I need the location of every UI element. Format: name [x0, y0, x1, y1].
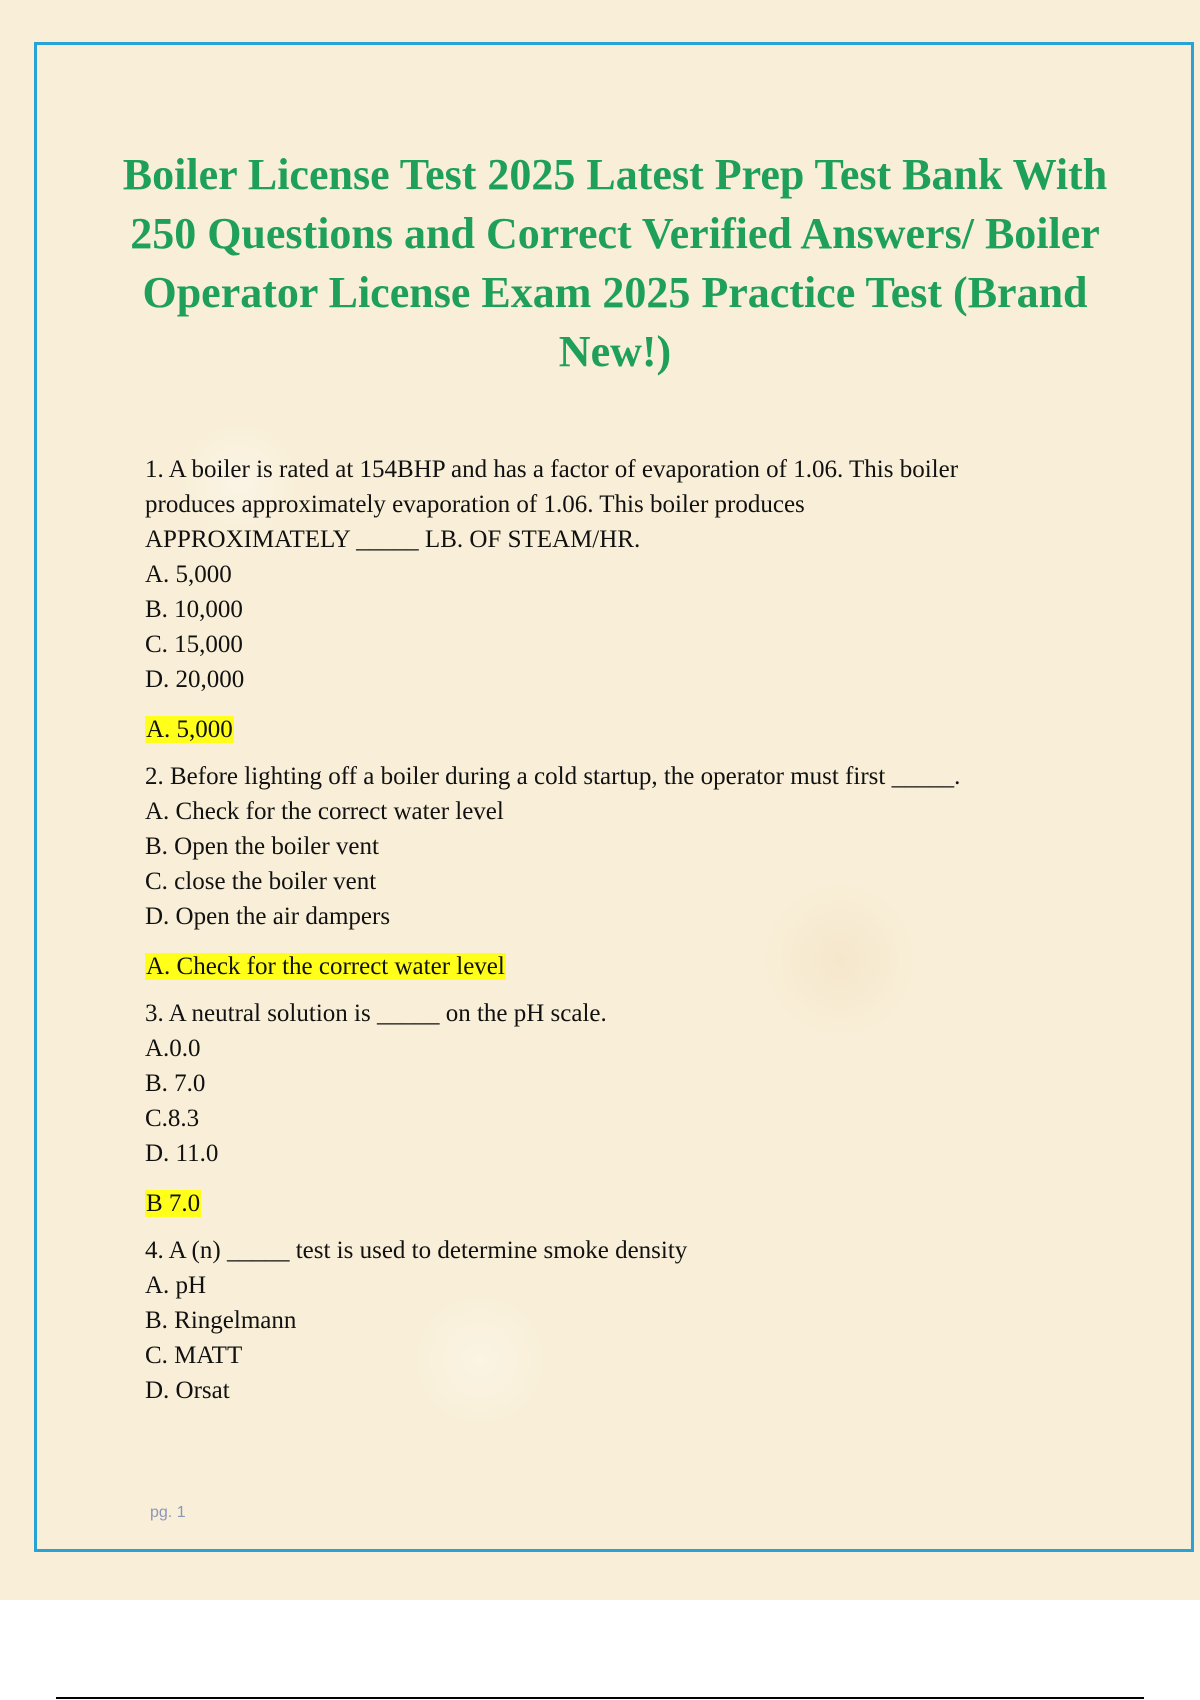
answer-option: D. 11.0 — [145, 1140, 219, 1167]
footer-rule — [56, 1697, 1144, 1699]
answer-option: A.0.0 — [145, 1035, 201, 1062]
question-1 — [145, 452, 1085, 747]
answer-option: D. Open the air dampers — [145, 903, 391, 930]
answer-option: A. 5,000 — [145, 561, 232, 588]
correct-answer — [145, 1186, 1085, 1221]
question-list — [145, 452, 1085, 1408]
answer-option: C.8.3 — [145, 1105, 200, 1132]
answer-option: C. close the boiler vent — [145, 868, 377, 895]
correct-answer — [145, 712, 1085, 747]
highlighted-answer: B 7.0 — [146, 1190, 201, 1217]
question-4 — [145, 1233, 1085, 1408]
answer-option: B. 7.0 — [145, 1070, 206, 1097]
highlighted-answer: A. Check for the correct water level — [146, 953, 505, 980]
document-title: Boiler License Test 2025 Latest Prep Test Bank With 250 Questions and Correct Verified Answers/ Boiler Operator License Exam 2025 Practice Test (Brand New!) — [122, 150, 1108, 376]
answer-option: D. 20,000 — [145, 666, 245, 693]
answer-option: D. Orsat — [145, 1377, 230, 1404]
page-number: pg. 1 — [150, 1504, 186, 1521]
answer-option: B. Open the boiler vent — [145, 833, 379, 860]
question-3 — [145, 996, 1085, 1221]
question-text: 1. A boiler is rated at 154BHP and has a factor of evaporation of 1.06. This boiler — [145, 456, 959, 483]
answer-option: A. Check for the correct water level — [145, 798, 504, 825]
question-text: produces approximately evaporation of 1.06. This boiler produces — [145, 491, 805, 518]
question-text: 4. A (n) _____ test is used to determine smoke density — [145, 1237, 688, 1264]
question-2 — [145, 759, 1085, 984]
question-text: APPROXIMATELY _____ LB. OF STEAM/HR. — [145, 526, 641, 553]
answer-option: B. Ringelmann — [145, 1307, 297, 1334]
answer-option: C. 15,000 — [145, 631, 243, 658]
question-text: 2. Before lighting off a boiler during a cold startup, the operator must first _____. — [145, 763, 961, 790]
answer-option: B. 10,000 — [145, 596, 243, 623]
correct-answer — [145, 949, 1085, 984]
answer-option: C. MATT — [145, 1342, 243, 1369]
answer-option: A. pH — [145, 1272, 207, 1299]
highlighted-answer: A. 5,000 — [146, 716, 233, 743]
question-text: 3. A neutral solution is _____ on the pH scale. — [145, 1000, 607, 1027]
